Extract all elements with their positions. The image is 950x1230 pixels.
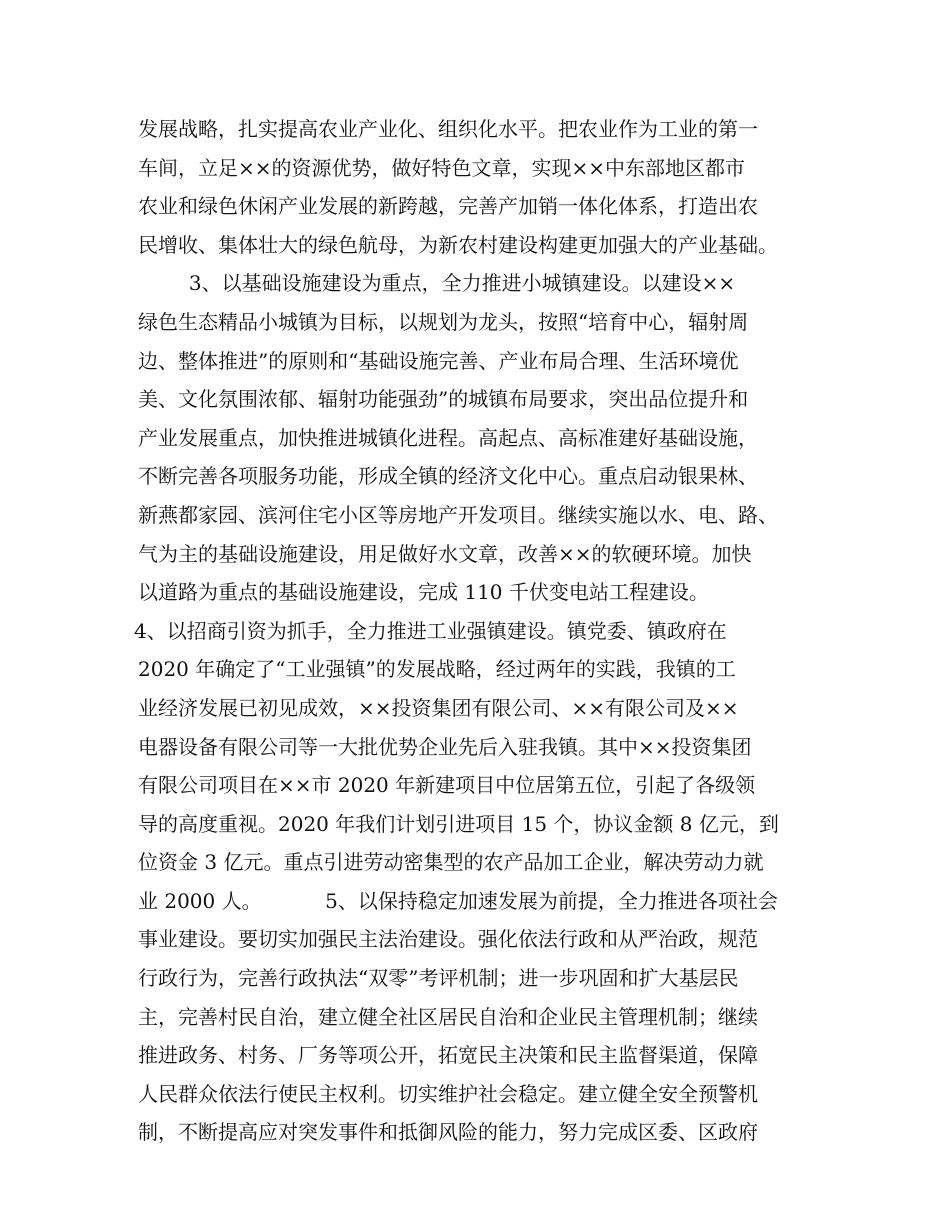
text-line: 民增收、集体壮大的绿色航母，为新农村建设构建更加强大的产业基础。 xyxy=(138,232,778,257)
text-line: 农业和绿色休闲产业发展的新跨越，完善产加销一体化体系，打造出农 xyxy=(138,194,758,219)
text-line: 业经济发展已初见成效，××投资集团有限公司、××有限公司及×× xyxy=(138,695,739,720)
text-line: 主，完善村民自治，建立健全社区居民自治和企业民主管理机制；继续 xyxy=(138,1004,758,1029)
text-line: 边、整体推进”的原则和“基础设施完善、产业布局合理、生活环境优 xyxy=(138,348,739,373)
text-line: 以道路为重点的基础设施建设，完成 110 千伏变电站工程建设。 xyxy=(138,580,709,605)
text-line: 有限公司项目在××市 2020 年新建项目中位居第五位，引起了各级领 xyxy=(138,773,756,798)
text-line: 导的高度重视。2020 年我们计划引进项目 15 个，协议金额 8 亿元，到 xyxy=(138,811,779,836)
text-line: 气为主的基础设施建设，用足做好水文章，改善××的软硬环境。加快 xyxy=(138,541,752,566)
text-line: 位资金 3 亿元。重点引进劳动密集型的农产品加工企业，解决劳动力就 xyxy=(138,850,764,875)
text-line: 事业建设。要切实加强民主法治建设。强化依法行政和从严治政，规范 xyxy=(138,927,758,952)
text-line: 行政行为，完善行政执法“双零”考评机制；进一步巩固和扩大基层民 xyxy=(138,966,739,991)
text-line: 新燕都家园、滨河住宅小区等房地产开发项目。继续实施以水、电、路、 xyxy=(138,502,778,527)
text-line: 2020 年确定了“工业强镇”的发展战略，经过两年的实践，我镇的工 xyxy=(138,657,736,682)
text-line: 车间，立足××的资源优势，做好特色文章，实现××中东部地区都市 xyxy=(138,155,746,180)
text-line: 美、文化氛围浓郁、辐射功能强劲”的城镇布局要求，突出品位提升和 xyxy=(138,387,749,412)
text-line: 3、以基础设施建设为重点，全力推进小城镇建设。以建设×× xyxy=(138,271,736,296)
text-line: 不断完善各项服务功能，形成全镇的经济文化中心。重点启动银果林、 xyxy=(138,464,758,489)
text-line: 人民群众依法行使民主权利。切实维护社会稳定。建立健全安全预警机 xyxy=(138,1081,758,1106)
text-line: 电器设备有限公司等一大批优势企业先后入驻我镇。其中××投资集团 xyxy=(138,734,752,759)
text-line: 推进政务、村务、厂务等项公开，拓宽民主决策和民主监督渠道，保障 xyxy=(138,1043,758,1068)
text-line: 绿色生态精品小城镇为目标，以规划为龙头，按照“培育中心，辐射周 xyxy=(138,309,749,334)
text-line: 产业发展重点，加快推进城镇化进程。高起点、高标准建好基础设施， xyxy=(138,425,758,450)
text-line: 业 2000 人。 5、以保持稳定加速发展为前提，全力推进各项社会 xyxy=(138,888,778,913)
body-text xyxy=(134,110,838,1152)
text-line: 发展战略，扎实提高农业产业化、组织化水平。把农业作为工业的第一 xyxy=(138,117,758,141)
text-line: 制，不断提高应对突发事件和抵御风险的能力，努力完成区委、区政府 xyxy=(138,1120,758,1145)
text-line: 4、以招商引资为抓手，全力推进工业强镇建设。镇党委、镇政府在 xyxy=(134,618,727,643)
